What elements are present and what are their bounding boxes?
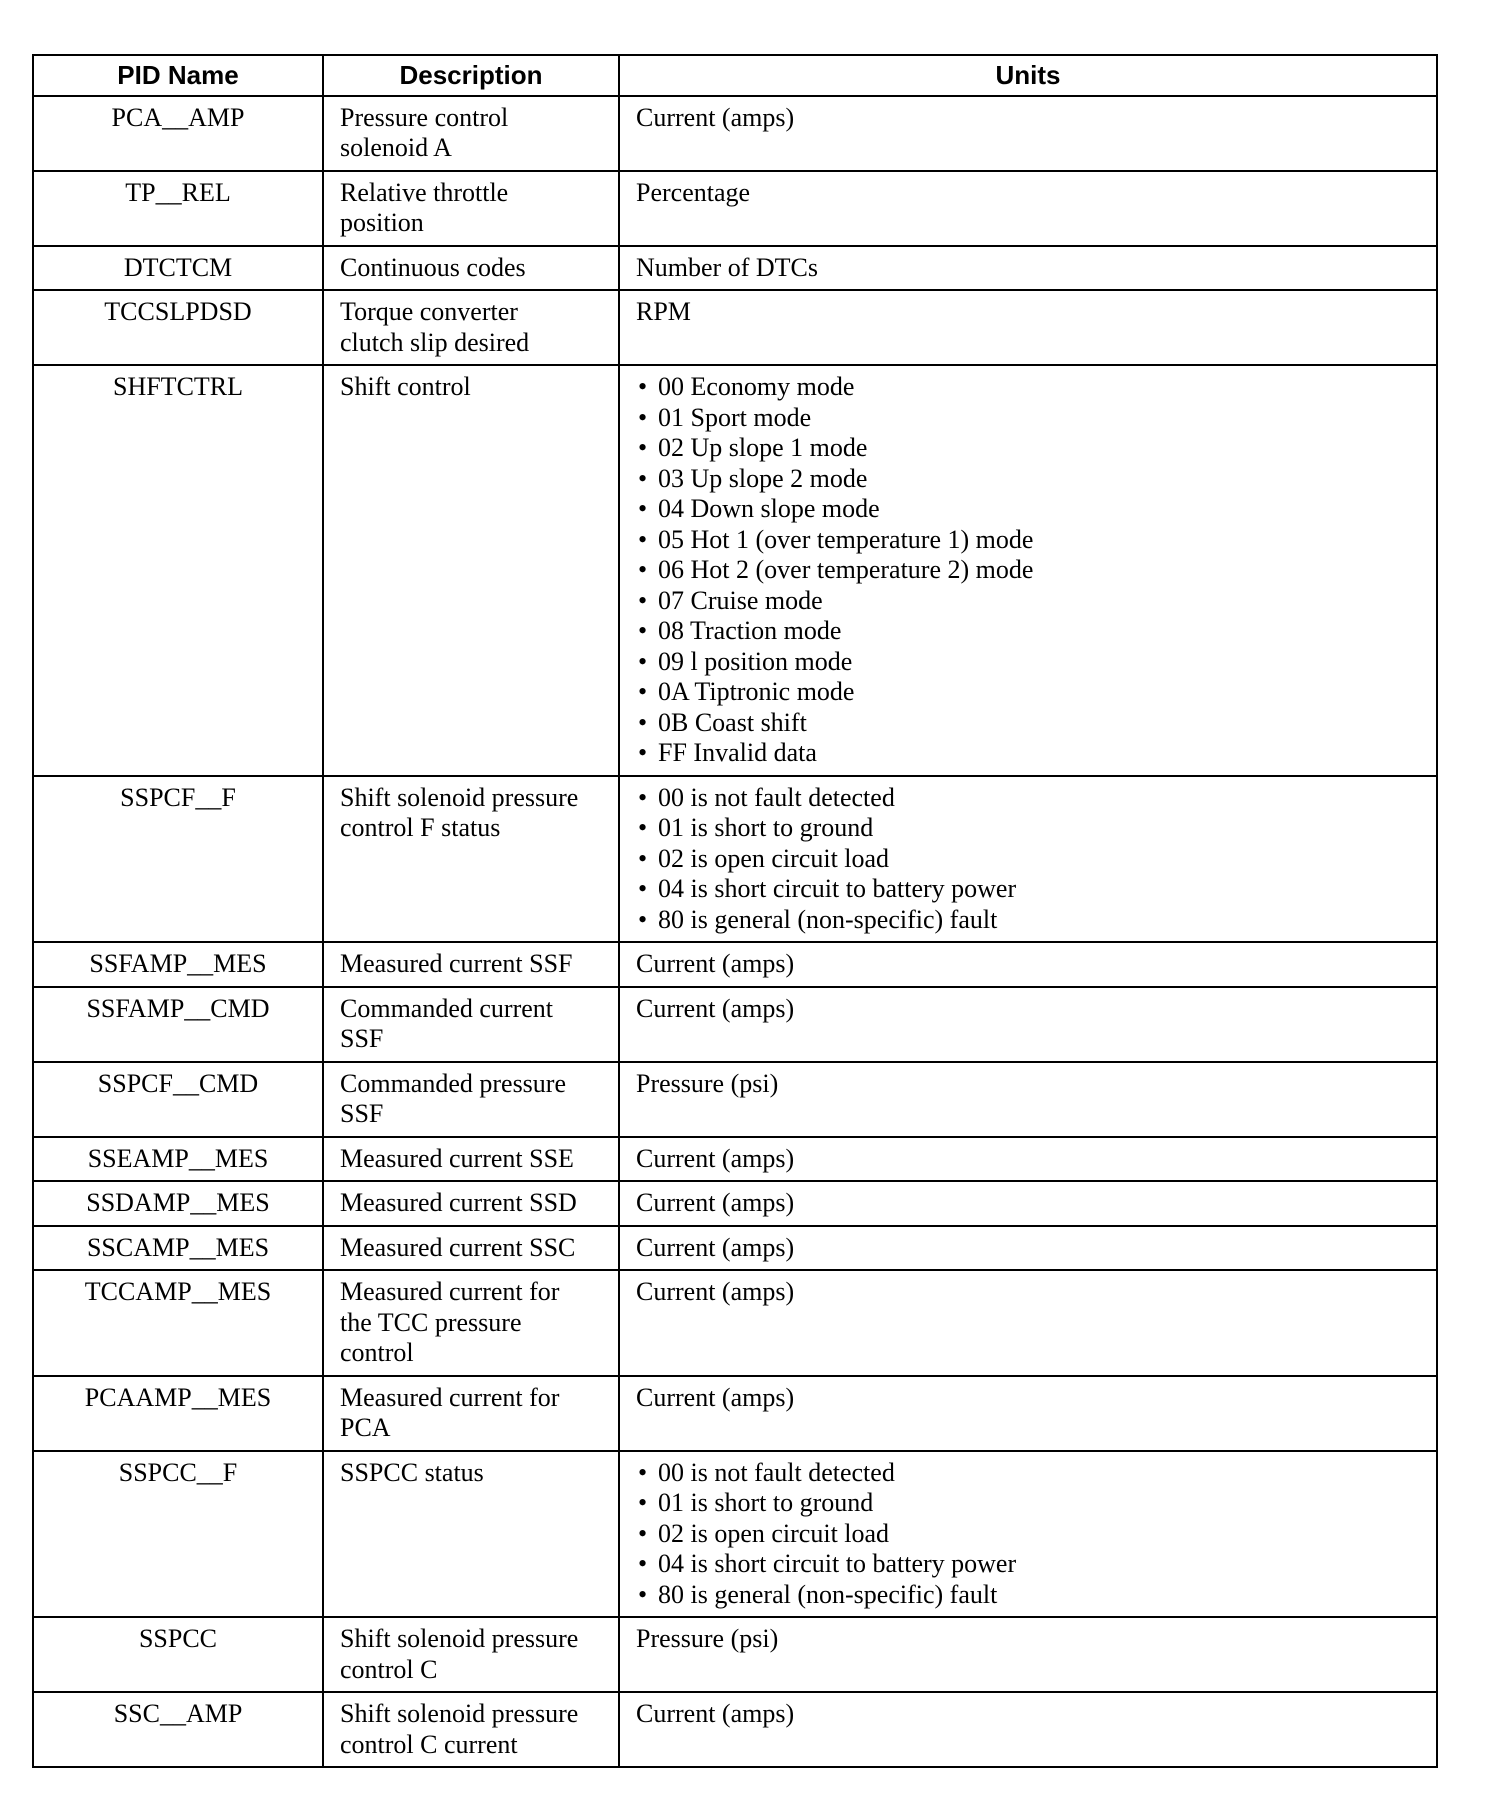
units-cell: RPM bbox=[619, 290, 1437, 365]
description-cell: Measured current for PCA bbox=[323, 1376, 619, 1451]
description-cell: Commanded current SSF bbox=[323, 987, 619, 1062]
units-option-item: • 04 is short circuit to battery power bbox=[636, 874, 1422, 905]
table-row bbox=[33, 1451, 1437, 1618]
pid-name-cell: TCCSLPDSD bbox=[33, 290, 323, 365]
description-cell: Relative throttle position bbox=[323, 171, 619, 246]
pid-name-cell: PCAAMP__MES bbox=[33, 1376, 323, 1451]
table-row bbox=[33, 776, 1437, 943]
units-cell: Current (amps) bbox=[619, 96, 1437, 171]
table-row bbox=[33, 1376, 1437, 1451]
description-cell: Shift control bbox=[323, 365, 619, 776]
pid-name-cell: PCA__AMP bbox=[33, 96, 323, 171]
units-option-item: • 01 is short to ground bbox=[636, 1488, 1422, 1519]
units-cell: Current (amps) bbox=[619, 942, 1437, 987]
description-cell: Measured current SSF bbox=[323, 942, 619, 987]
description-cell: Measured current SSC bbox=[323, 1226, 619, 1271]
units-option-list bbox=[636, 783, 1422, 936]
units-option-item: • 04 is short circuit to battery power bbox=[636, 1549, 1422, 1580]
pid-name-cell: TP__REL bbox=[33, 171, 323, 246]
units-cell: Current (amps) bbox=[619, 987, 1437, 1062]
units-cell bbox=[619, 1451, 1437, 1618]
description-cell: Shift solenoid pressure control F status bbox=[323, 776, 619, 943]
description-cell: Shift solenoid pressure control C bbox=[323, 1617, 619, 1692]
units-cell: Current (amps) bbox=[619, 1137, 1437, 1182]
units-cell: Current (amps) bbox=[619, 1376, 1437, 1451]
pid-name-cell: SSPCC__F bbox=[33, 1451, 323, 1618]
description-cell: Torque converter clutch slip desired bbox=[323, 290, 619, 365]
units-cell: Pressure (psi) bbox=[619, 1617, 1437, 1692]
pid-name-cell: SSEAMP__MES bbox=[33, 1137, 323, 1182]
pid-name-cell: SSDAMP__MES bbox=[33, 1181, 323, 1226]
pid-name-cell: TCCAMP__MES bbox=[33, 1270, 323, 1376]
units-option-item: • 03 Up slope 2 mode bbox=[636, 464, 1422, 495]
table-row bbox=[33, 1692, 1437, 1767]
units-option-list bbox=[636, 372, 1422, 769]
description-cell: Measured current SSE bbox=[323, 1137, 619, 1182]
units-option-item: • 0B Coast shift bbox=[636, 708, 1422, 739]
units-option-item: • 0A Tiptronic mode bbox=[636, 677, 1422, 708]
header-row bbox=[33, 55, 1437, 96]
units-option-item: • 80 is general (non-specific) fault bbox=[636, 1580, 1422, 1611]
pid-table bbox=[32, 54, 1438, 1768]
header-pid-name: PID Name bbox=[33, 55, 323, 96]
units-option-item: • 00 is not fault detected bbox=[636, 783, 1422, 814]
description-cell: Continuous codes bbox=[323, 246, 619, 291]
table-row bbox=[33, 290, 1437, 365]
table-row bbox=[33, 171, 1437, 246]
table-row bbox=[33, 1226, 1437, 1271]
units-cell bbox=[619, 365, 1437, 776]
units-option-item: • 05 Hot 1 (over temperature 1) mode bbox=[636, 525, 1422, 556]
units-option-item: • 07 Cruise mode bbox=[636, 586, 1422, 617]
pid-name-cell: DTCTCM bbox=[33, 246, 323, 291]
header-units: Units bbox=[619, 55, 1437, 96]
units-option-item: • 02 Up slope 1 mode bbox=[636, 433, 1422, 464]
table-row bbox=[33, 942, 1437, 987]
description-cell: Measured current SSD bbox=[323, 1181, 619, 1226]
units-cell: Pressure (psi) bbox=[619, 1062, 1437, 1137]
table-row bbox=[33, 1617, 1437, 1692]
table-row bbox=[33, 1181, 1437, 1226]
units-option-item: • 00 Economy mode bbox=[636, 372, 1422, 403]
table-row bbox=[33, 1270, 1437, 1376]
units-cell: Number of DTCs bbox=[619, 246, 1437, 291]
description-cell: SSPCC status bbox=[323, 1451, 619, 1618]
pid-name-cell: SSPCF__CMD bbox=[33, 1062, 323, 1137]
units-cell: Current (amps) bbox=[619, 1226, 1437, 1271]
table-row bbox=[33, 987, 1437, 1062]
pid-name-cell: SSPCC bbox=[33, 1617, 323, 1692]
pid-name-cell: SSC__AMP bbox=[33, 1692, 323, 1767]
description-cell: Measured current for the TCC pressure control bbox=[323, 1270, 619, 1376]
description-cell: Commanded pressure SSF bbox=[323, 1062, 619, 1137]
units-option-item: • 01 Sport mode bbox=[636, 403, 1422, 434]
units-option-item: • 02 is open circuit load bbox=[636, 844, 1422, 875]
pid-name-cell: SSCAMP__MES bbox=[33, 1226, 323, 1271]
table-row bbox=[33, 365, 1437, 776]
description-cell: Shift solenoid pressure control C current bbox=[323, 1692, 619, 1767]
units-cell: Current (amps) bbox=[619, 1270, 1437, 1376]
units-option-item: • 09 l position mode bbox=[636, 647, 1422, 678]
units-cell: Current (amps) bbox=[619, 1692, 1437, 1767]
pid-name-cell: SSFAMP__CMD bbox=[33, 987, 323, 1062]
units-option-item: • 01 is short to ground bbox=[636, 813, 1422, 844]
table-header bbox=[33, 55, 1437, 96]
units-option-list bbox=[636, 1458, 1422, 1611]
units-cell: Percentage bbox=[619, 171, 1437, 246]
header-description: Description bbox=[323, 55, 619, 96]
pid-name-cell: SHFTCTRL bbox=[33, 365, 323, 776]
table-row bbox=[33, 1062, 1437, 1137]
units-option-item: • 04 Down slope mode bbox=[636, 494, 1422, 525]
units-option-item: • FF Invalid data bbox=[636, 738, 1422, 769]
description-cell: Pressure control solenoid A bbox=[323, 96, 619, 171]
table-row bbox=[33, 1137, 1437, 1182]
units-option-item: • 00 is not fault detected bbox=[636, 1458, 1422, 1489]
table-row bbox=[33, 96, 1437, 171]
units-option-item: • 80 is general (non-specific) fault bbox=[636, 905, 1422, 936]
units-cell: Current (amps) bbox=[619, 1181, 1437, 1226]
pid-name-cell: SSPCF__F bbox=[33, 776, 323, 943]
units-option-item: • 08 Traction mode bbox=[636, 616, 1422, 647]
units-option-item: • 02 is open circuit load bbox=[636, 1519, 1422, 1550]
pid-name-cell: SSFAMP__MES bbox=[33, 942, 323, 987]
units-cell bbox=[619, 776, 1437, 943]
table-body bbox=[33, 96, 1437, 1768]
units-option-item: • 06 Hot 2 (over temperature 2) mode bbox=[636, 555, 1422, 586]
table-row bbox=[33, 246, 1437, 291]
